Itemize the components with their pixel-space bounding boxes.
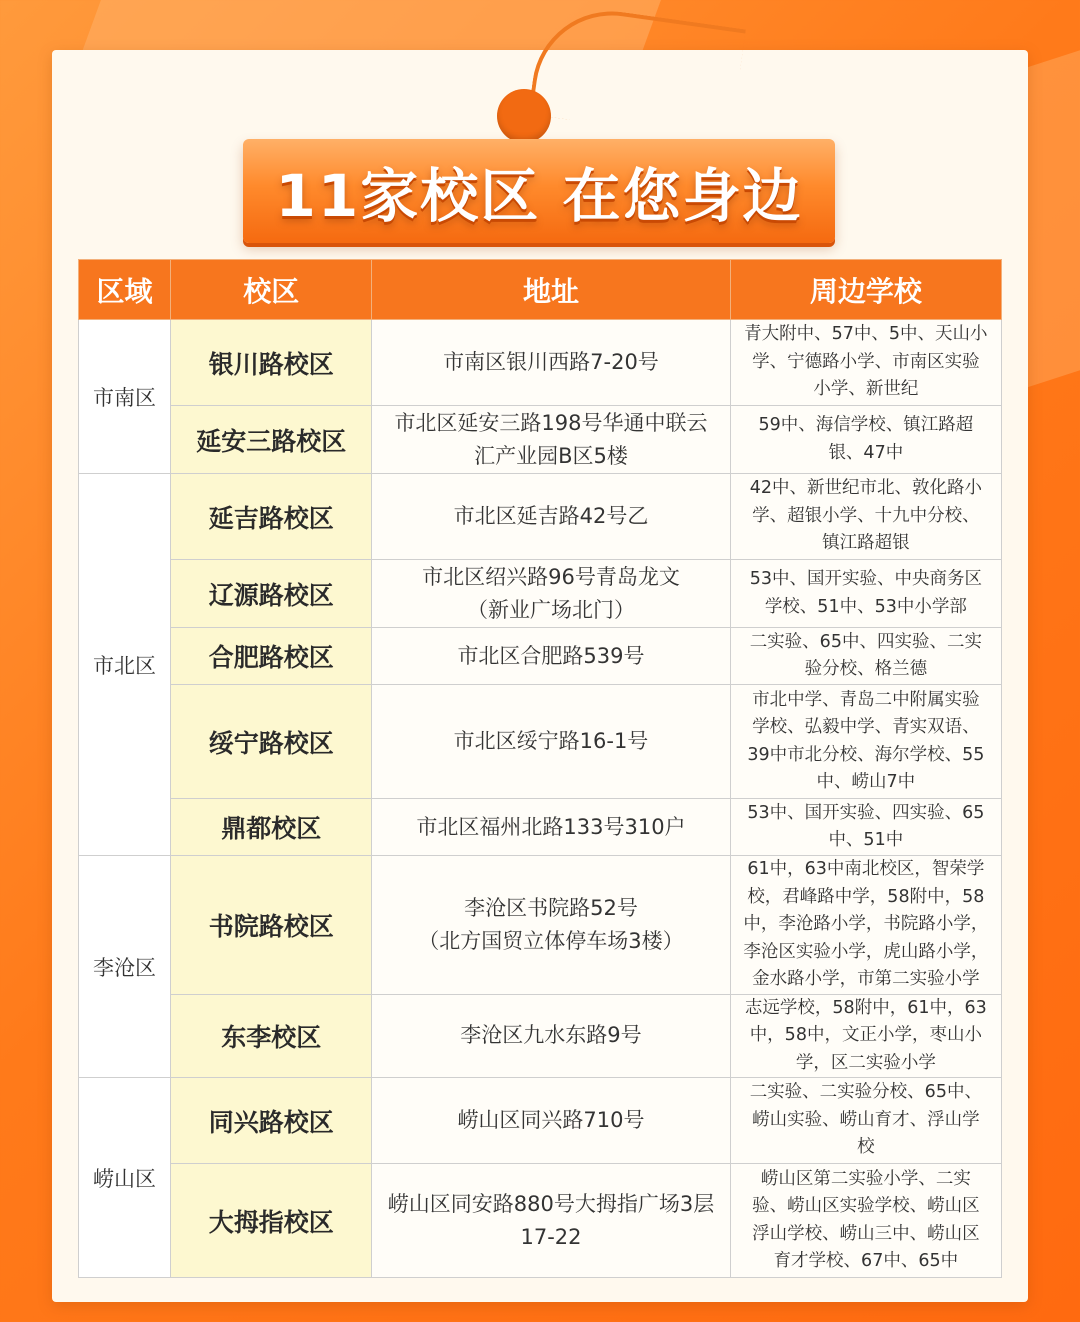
school-line: 校，君峰路中学，58附中，58 [747, 886, 985, 907]
school-line: 中、崂山7中 [816, 772, 916, 792]
school-line: 学、宁德路小学、市南区实验 [752, 351, 980, 372]
address-cell [372, 856, 730, 995]
title-banner [243, 139, 835, 243]
school-line: 39中市北分校、海尔学校、55 [747, 744, 985, 765]
address-cell [372, 628, 730, 685]
school-line: 学校、51中、53中小学部 [764, 596, 967, 617]
campus-name-cell: 绥宁路校区 [171, 685, 372, 799]
address-cell [372, 406, 730, 474]
campus-name-cell: 合肥路校区 [171, 628, 372, 685]
school-line: 验分校、格兰德 [804, 659, 928, 679]
address-line: （新业广场北门） [466, 597, 635, 622]
school-line: 市北中学、青岛二中附属实验 [752, 689, 980, 710]
region-cell: 崂山区 [79, 1078, 171, 1278]
address-cell [372, 560, 730, 628]
nearby-schools-cell [730, 1078, 1001, 1164]
address-line: 汇产业园B区5楼 [474, 443, 628, 468]
address-cell [372, 1164, 730, 1278]
school-line: 验、崂山区实验学校、崂山区 [752, 1196, 980, 1216]
school-line: 银、47中 [828, 442, 904, 463]
school-line: 校 [857, 1137, 875, 1158]
address-cell [372, 1078, 730, 1164]
nearby-schools-cell [730, 628, 1001, 685]
school-line: 二实验、二实验分校、65中、 [749, 1082, 982, 1103]
school-line: 学、超银小学、十九中分校、 [752, 505, 980, 526]
table-row [79, 1078, 1002, 1164]
address-line: 市北区合肥路539号 [457, 643, 645, 668]
address-cell [372, 474, 730, 560]
school-line: 42中、新世纪市北、敦化路小 [749, 478, 982, 499]
campus-table [78, 259, 1002, 1278]
header-campus: 校区 [171, 260, 372, 320]
nearby-schools-cell [730, 994, 1001, 1078]
campus-name-cell: 东李校区 [171, 994, 372, 1078]
school-line: 李沧区实验小学，虎山路小学， [743, 941, 989, 962]
campus-name-cell: 同兴路校区 [171, 1078, 372, 1164]
campus-name-cell: 银川路校区 [171, 320, 372, 406]
nearby-schools-cell [730, 685, 1001, 799]
campus-name-cell: 延吉路校区 [171, 474, 372, 560]
address-line: 崂山区同兴路710号 [457, 1108, 645, 1132]
address-cell [372, 799, 730, 856]
school-line: 崂山区第二实验小学、二实 [760, 1168, 971, 1189]
address-cell [372, 685, 730, 799]
nearby-schools-cell [730, 1164, 1001, 1278]
school-line: 53中、国开实验、四实验、65 [747, 802, 985, 823]
header-address: 地址 [372, 260, 730, 320]
school-line: 学，区二实验小学 [795, 1052, 936, 1073]
address-cell [372, 320, 730, 406]
address-line: 崂山区同安路880号大拇指广场3层 [387, 1191, 715, 1216]
table-row [79, 685, 1002, 799]
table-row [79, 1164, 1002, 1278]
school-line: 青大附中、57中、5中、天山小 [744, 324, 988, 345]
table-row [79, 474, 1002, 560]
table-row [79, 406, 1002, 474]
campus-name-cell: 鼎都校区 [171, 799, 372, 856]
nearby-schools-cell [730, 560, 1001, 628]
school-line: 61中，63中南北校区，智荣学 [747, 859, 985, 879]
school-line: 育才学校、67中、65中 [773, 1251, 959, 1271]
table-row [79, 994, 1002, 1078]
school-line: 二实验、65中、四实验、二实 [749, 631, 982, 652]
address-line: 李沧区书院路52号 [464, 895, 638, 920]
school-line: 中，58中，文正小学，枣山小 [749, 1025, 982, 1045]
address-line: 市北区绍兴路96号青岛龙文 [422, 564, 680, 589]
address-line: （北方国贸立体停车场3楼） [418, 928, 684, 953]
school-line: 53中、国开实验、中央商务区 [749, 569, 982, 589]
table-row [79, 320, 1002, 406]
school-line: 中，李沧路小学，书院路小学， [743, 914, 989, 934]
address-line: 市北区绥宁路16-1号 [453, 729, 649, 753]
campus-name-cell: 大拇指校区 [171, 1164, 372, 1278]
school-line: 中、51中 [828, 830, 904, 850]
address-line: 市北区福州北路133号310户 [416, 814, 686, 839]
nearby-schools-cell [730, 474, 1001, 560]
header-schools: 周边学校 [730, 260, 1001, 320]
table-header-row [79, 260, 1002, 320]
school-line: 金水路小学，市第二实验小学 [752, 969, 980, 989]
address-line: 市北区延安三路198号华通中联云 [394, 410, 708, 435]
address-line: 市北区延吉路42号乙 [453, 504, 649, 528]
nearby-schools-cell [730, 799, 1001, 856]
school-line: 浮山学校、崂山三中、崂山区 [752, 1223, 980, 1244]
school-line: 59中、海信学校、镇江路超 [758, 415, 974, 435]
address-line: 李沧区九水东路9号 [460, 1023, 642, 1048]
table-row [79, 628, 1002, 685]
region-cell: 李沧区 [79, 856, 171, 1078]
nearby-schools-cell [730, 856, 1001, 995]
hanger-pin [497, 89, 551, 143]
address-cell [372, 994, 730, 1078]
page-title: 11家校区 在您身边 [275, 162, 803, 230]
nearby-schools-cell [730, 320, 1001, 406]
campus-name-cell: 书院路校区 [171, 856, 372, 995]
school-line: 学校、弘毅中学、青实双语、 [752, 717, 980, 737]
table-row [79, 799, 1002, 856]
nearby-schools-cell [730, 406, 1001, 474]
region-cell: 市北区 [79, 474, 171, 856]
school-line: 镇江路超银 [822, 533, 910, 554]
table-row [79, 856, 1002, 995]
table-row [79, 560, 1002, 628]
school-line: 志远学校，58附中，61中，63 [744, 997, 987, 1018]
school-line: 小学、新世纪 [813, 379, 919, 400]
school-line: 崂山实验、崂山育才、浮山学 [752, 1109, 980, 1130]
region-cell: 市南区 [79, 320, 171, 474]
address-line: 17-22 [520, 1224, 582, 1249]
campus-name-cell: 延安三路校区 [171, 406, 372, 474]
campus-name-cell: 辽源路校区 [171, 560, 372, 628]
header-region: 区域 [79, 260, 171, 320]
address-line: 市南区银川西路7-20号 [443, 350, 659, 374]
